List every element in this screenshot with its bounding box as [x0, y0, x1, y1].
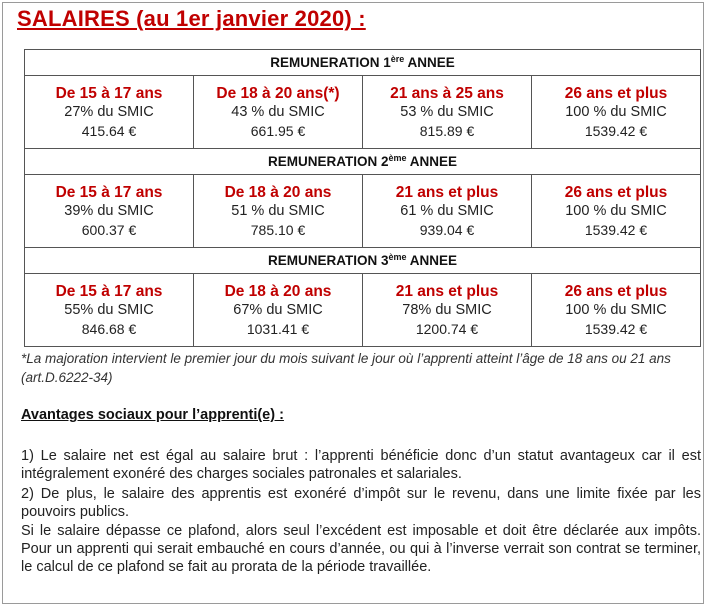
salary-cell [194, 274, 363, 347]
age-range: De 18 à 20 ans(*) [216, 84, 340, 102]
salary-cell [532, 274, 701, 347]
year-header-label: REMUNERATION 3 [267, 253, 389, 268]
salary-cell [25, 175, 194, 248]
year-header [25, 248, 701, 274]
salary-cell [25, 274, 194, 347]
year-header-label: REMUNERATION 1 [270, 55, 391, 70]
year-header [25, 50, 701, 76]
age-range: 26 ans et plus [564, 282, 668, 300]
salary-amount: 1200.74 € [415, 320, 479, 337]
smic-percentage: 61 % du SMIC [400, 202, 494, 219]
salary-cell [194, 175, 363, 248]
salary-amount: 600.37 € [81, 221, 137, 238]
salary-cell [363, 76, 532, 149]
salary-cell [532, 76, 701, 149]
salary-amount: 661.95 € [250, 122, 306, 139]
salary-cell [532, 175, 701, 248]
smic-percentage: 43 % du SMIC [231, 103, 325, 120]
salary-row [25, 274, 701, 347]
salary-row [25, 175, 701, 248]
year-header-row [25, 248, 701, 274]
footnote: *La majoration intervient le premier jour du mois suivant le jour où l’apprenti atteint l’âge de 18 ans ou 21 ans (art.D.6222-34) [21, 351, 671, 385]
salary-amount: 1031.41 € [246, 320, 310, 337]
smic-percentage: 53 % du SMIC [400, 103, 494, 120]
smic-percentage: 78% du SMIC [402, 301, 492, 318]
smic-percentage: 39% du SMIC [64, 202, 154, 219]
salary-amount: 1539.42 € [584, 320, 648, 337]
smic-percentage: 100 % du SMIC [565, 103, 667, 120]
smic-percentage: 27% du SMIC [64, 103, 154, 120]
salary-cell [363, 175, 532, 248]
salary-cell [25, 76, 194, 149]
salary-row [25, 76, 701, 149]
smic-percentage: 100 % du SMIC [565, 301, 667, 318]
year-header-suffix: ANNEE [406, 154, 458, 169]
year-header-ordinal: ème [388, 153, 407, 163]
year-header-row [25, 50, 701, 76]
age-range: 21 ans et plus [395, 282, 499, 300]
age-range: De 18 à 20 ans [224, 282, 332, 300]
salary-amount: 939.04 € [419, 221, 475, 238]
salary-amount: 415.64 € [81, 122, 137, 139]
age-range: De 18 à 20 ans [224, 183, 332, 201]
salary-amount: 1539.42 € [584, 221, 648, 238]
salary-amount: 1539.42 € [584, 122, 648, 139]
age-range: 26 ans et plus [564, 84, 668, 102]
advantages-paragraph: 1) Le salaire net est égal au salaire brut : l’apprenti bénéficie donc d’un statut avantageux car il est intégralement exonéré des charges sociales patronales et salariales. [21, 448, 701, 482]
page-title: SALAIRES (au 1er janvier 2020) : [17, 6, 366, 31]
advantages-paragraph: Si le salaire dépasse ce plafond, alors seul l’excédent est imposable et doit être déclarée aux impôts. Pour un apprenti qui serait embauché en cours d’année, ou qui à l’inverse verrait son contrat se terminer, le calcul de ce plafond se fait au prorata de la période travaillée. [21, 523, 701, 575]
year-header-suffix: ANNEE [406, 253, 458, 268]
smic-percentage: 51 % du SMIC [231, 202, 325, 219]
age-range: 26 ans et plus [564, 183, 668, 201]
smic-percentage: 100 % du SMIC [565, 202, 667, 219]
age-range: De 15 à 17 ans [55, 84, 163, 102]
advantages-title: Avantages sociaux pour l’apprenti(e) : [21, 407, 284, 423]
salary-amount: 846.68 € [81, 320, 137, 337]
salary-amount: 785.10 € [250, 221, 306, 238]
year-header-suffix: ANNEE [404, 55, 455, 70]
year-header-ordinal: ère [390, 54, 405, 64]
age-range: De 15 à 17 ans [55, 282, 163, 300]
year-header-label: REMUNERATION 2 [267, 154, 389, 169]
year-header [25, 149, 701, 175]
document-frame [2, 2, 704, 604]
salary-cell [194, 76, 363, 149]
smic-percentage: 67% du SMIC [233, 301, 323, 318]
age-range: De 15 à 17 ans [55, 183, 163, 201]
advantages-paragraph: 2) De plus, le salaire des apprentis est exonéré d’impôt sur le revenu, dans une limite fixée par les pouvoirs publics. [21, 486, 701, 520]
year-header-ordinal: ème [388, 252, 407, 262]
year-header-row [25, 149, 701, 175]
smic-percentage: 55% du SMIC [64, 301, 154, 318]
salary-table [24, 49, 701, 347]
salary-amount: 815.89 € [419, 122, 475, 139]
age-range: 21 ans et plus [395, 183, 499, 201]
age-range: 21 ans à 25 ans [390, 84, 504, 102]
salary-cell [363, 274, 532, 347]
